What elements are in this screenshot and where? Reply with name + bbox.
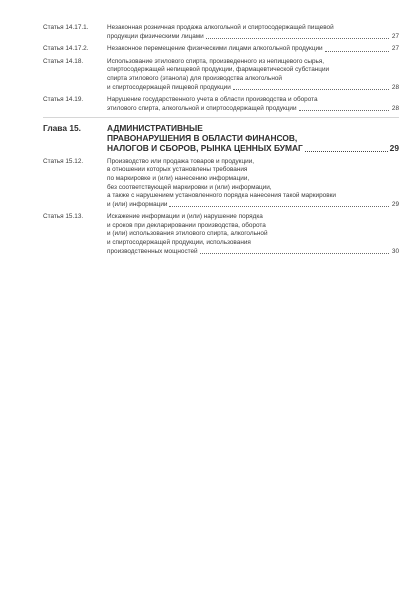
- chapter-title: [107, 124, 399, 153]
- dot-leader: [305, 151, 388, 152]
- page-number: 28: [391, 83, 399, 91]
- title-line-text: НАЛОГОВ И СБОРОВ, РЫНКА ЦЕННЫХ БУМАГ: [107, 143, 303, 153]
- title-line: АДМИНИСТРАТИВНЫЕ: [107, 124, 203, 134]
- title-line: без соответствующей маркировки и (или) информации,: [107, 183, 272, 191]
- article-number: Статья 15.12.: [43, 157, 84, 165]
- page-number: 29: [391, 200, 399, 208]
- title-line: и сроков при декларировании производства, оборота: [107, 221, 266, 229]
- toc-entries-top: [43, 24, 399, 113]
- toc-entries-bottom: [43, 158, 399, 257]
- page-number: 30: [391, 247, 399, 255]
- toc-entry: [43, 58, 399, 92]
- title-line-text: Незаконное перемещение физическими лицами алкогольной продукции: [107, 45, 323, 53]
- toc-entry: [43, 213, 399, 256]
- title-line: [107, 248, 399, 257]
- article-number: Статья 14.18.: [43, 57, 84, 65]
- title-line: [107, 201, 399, 210]
- title-line: [107, 105, 399, 114]
- article-title: [107, 24, 399, 41]
- title-line: и (или) использования этилового спирта, алкогольной: [107, 230, 268, 238]
- toc-chapter: [43, 124, 399, 153]
- toc-entry: [43, 24, 399, 41]
- article-number: Статья 15.13.: [43, 213, 84, 221]
- toc-entry: [43, 96, 399, 113]
- dot-leader: [233, 89, 389, 90]
- article-number: Статья 14.17.1.: [43, 24, 89, 31]
- article-title: [107, 45, 399, 54]
- title-line: [107, 33, 399, 42]
- page-number: 28: [391, 104, 399, 112]
- title-line: спиртосодержащей непищевой продукции, фармацевтической субстанции: [107, 66, 330, 74]
- article-title: [107, 58, 399, 92]
- title-line: Производство или продажа товаров и продукции,: [107, 157, 255, 165]
- page-number: 29: [389, 143, 399, 153]
- title-line: Искажение информации и (или) нарушение порядка: [107, 213, 263, 221]
- title-line: [107, 144, 399, 154]
- article-number: Статья 14.19.: [43, 96, 84, 104]
- dot-leader: [299, 110, 389, 111]
- toc-entry: [43, 158, 399, 210]
- title-line: [107, 45, 399, 54]
- dot-leader: [325, 51, 389, 52]
- dot-leader: [206, 38, 389, 39]
- title-line: и спиртосодержащей продукции, использования: [107, 239, 251, 247]
- dot-leader: [169, 206, 389, 207]
- title-line: в отношении которых установлены требования: [107, 166, 248, 174]
- article-title: [107, 158, 399, 210]
- title-line-text: этилового спирта, алкогольной и спиртосодержащей продукции: [107, 104, 297, 112]
- page-number: 27: [391, 45, 399, 53]
- title-line-text: и (или) информации: [107, 200, 168, 208]
- toc-entry: [43, 45, 399, 54]
- title-line: ПРАВОНАРУШЕНИЯ В ОБЛАСТИ ФИНАНСОВ,: [107, 134, 298, 144]
- title-line-text: продукции физическими лицами: [107, 32, 204, 40]
- article-title: [107, 96, 399, 113]
- title-line: Незаконная розничная продажа алкогольной и спиртосодержащей пищевой: [107, 24, 334, 31]
- title-line: спирта этилового (этанола) для производства алкогольной: [107, 74, 283, 82]
- table-of-contents: [43, 24, 399, 260]
- chapter-number: Глава 15.: [43, 123, 81, 134]
- title-line: [107, 84, 399, 93]
- title-line-text: и спиртосодержащей пищевой продукции: [107, 83, 231, 91]
- article-title: [107, 213, 399, 256]
- title-line: Нарушение государственного учета в области производства и оборота: [107, 96, 318, 104]
- title-line: по маркировке и (или) нанесению информации,: [107, 174, 250, 182]
- title-line: а также с нарушением установленного порядка нанесения такой маркировки: [107, 192, 336, 200]
- toc-chapter-holder: [43, 124, 399, 153]
- article-number: Статья 14.17.2.: [43, 45, 89, 53]
- dot-leader: [200, 253, 389, 254]
- title-line: Использование этилового спирта, произведенного из непищевого сырья,: [107, 57, 325, 65]
- page-number: 27: [391, 32, 399, 40]
- section-divider: [43, 117, 399, 118]
- title-line-text: производственных мощностей: [107, 247, 198, 255]
